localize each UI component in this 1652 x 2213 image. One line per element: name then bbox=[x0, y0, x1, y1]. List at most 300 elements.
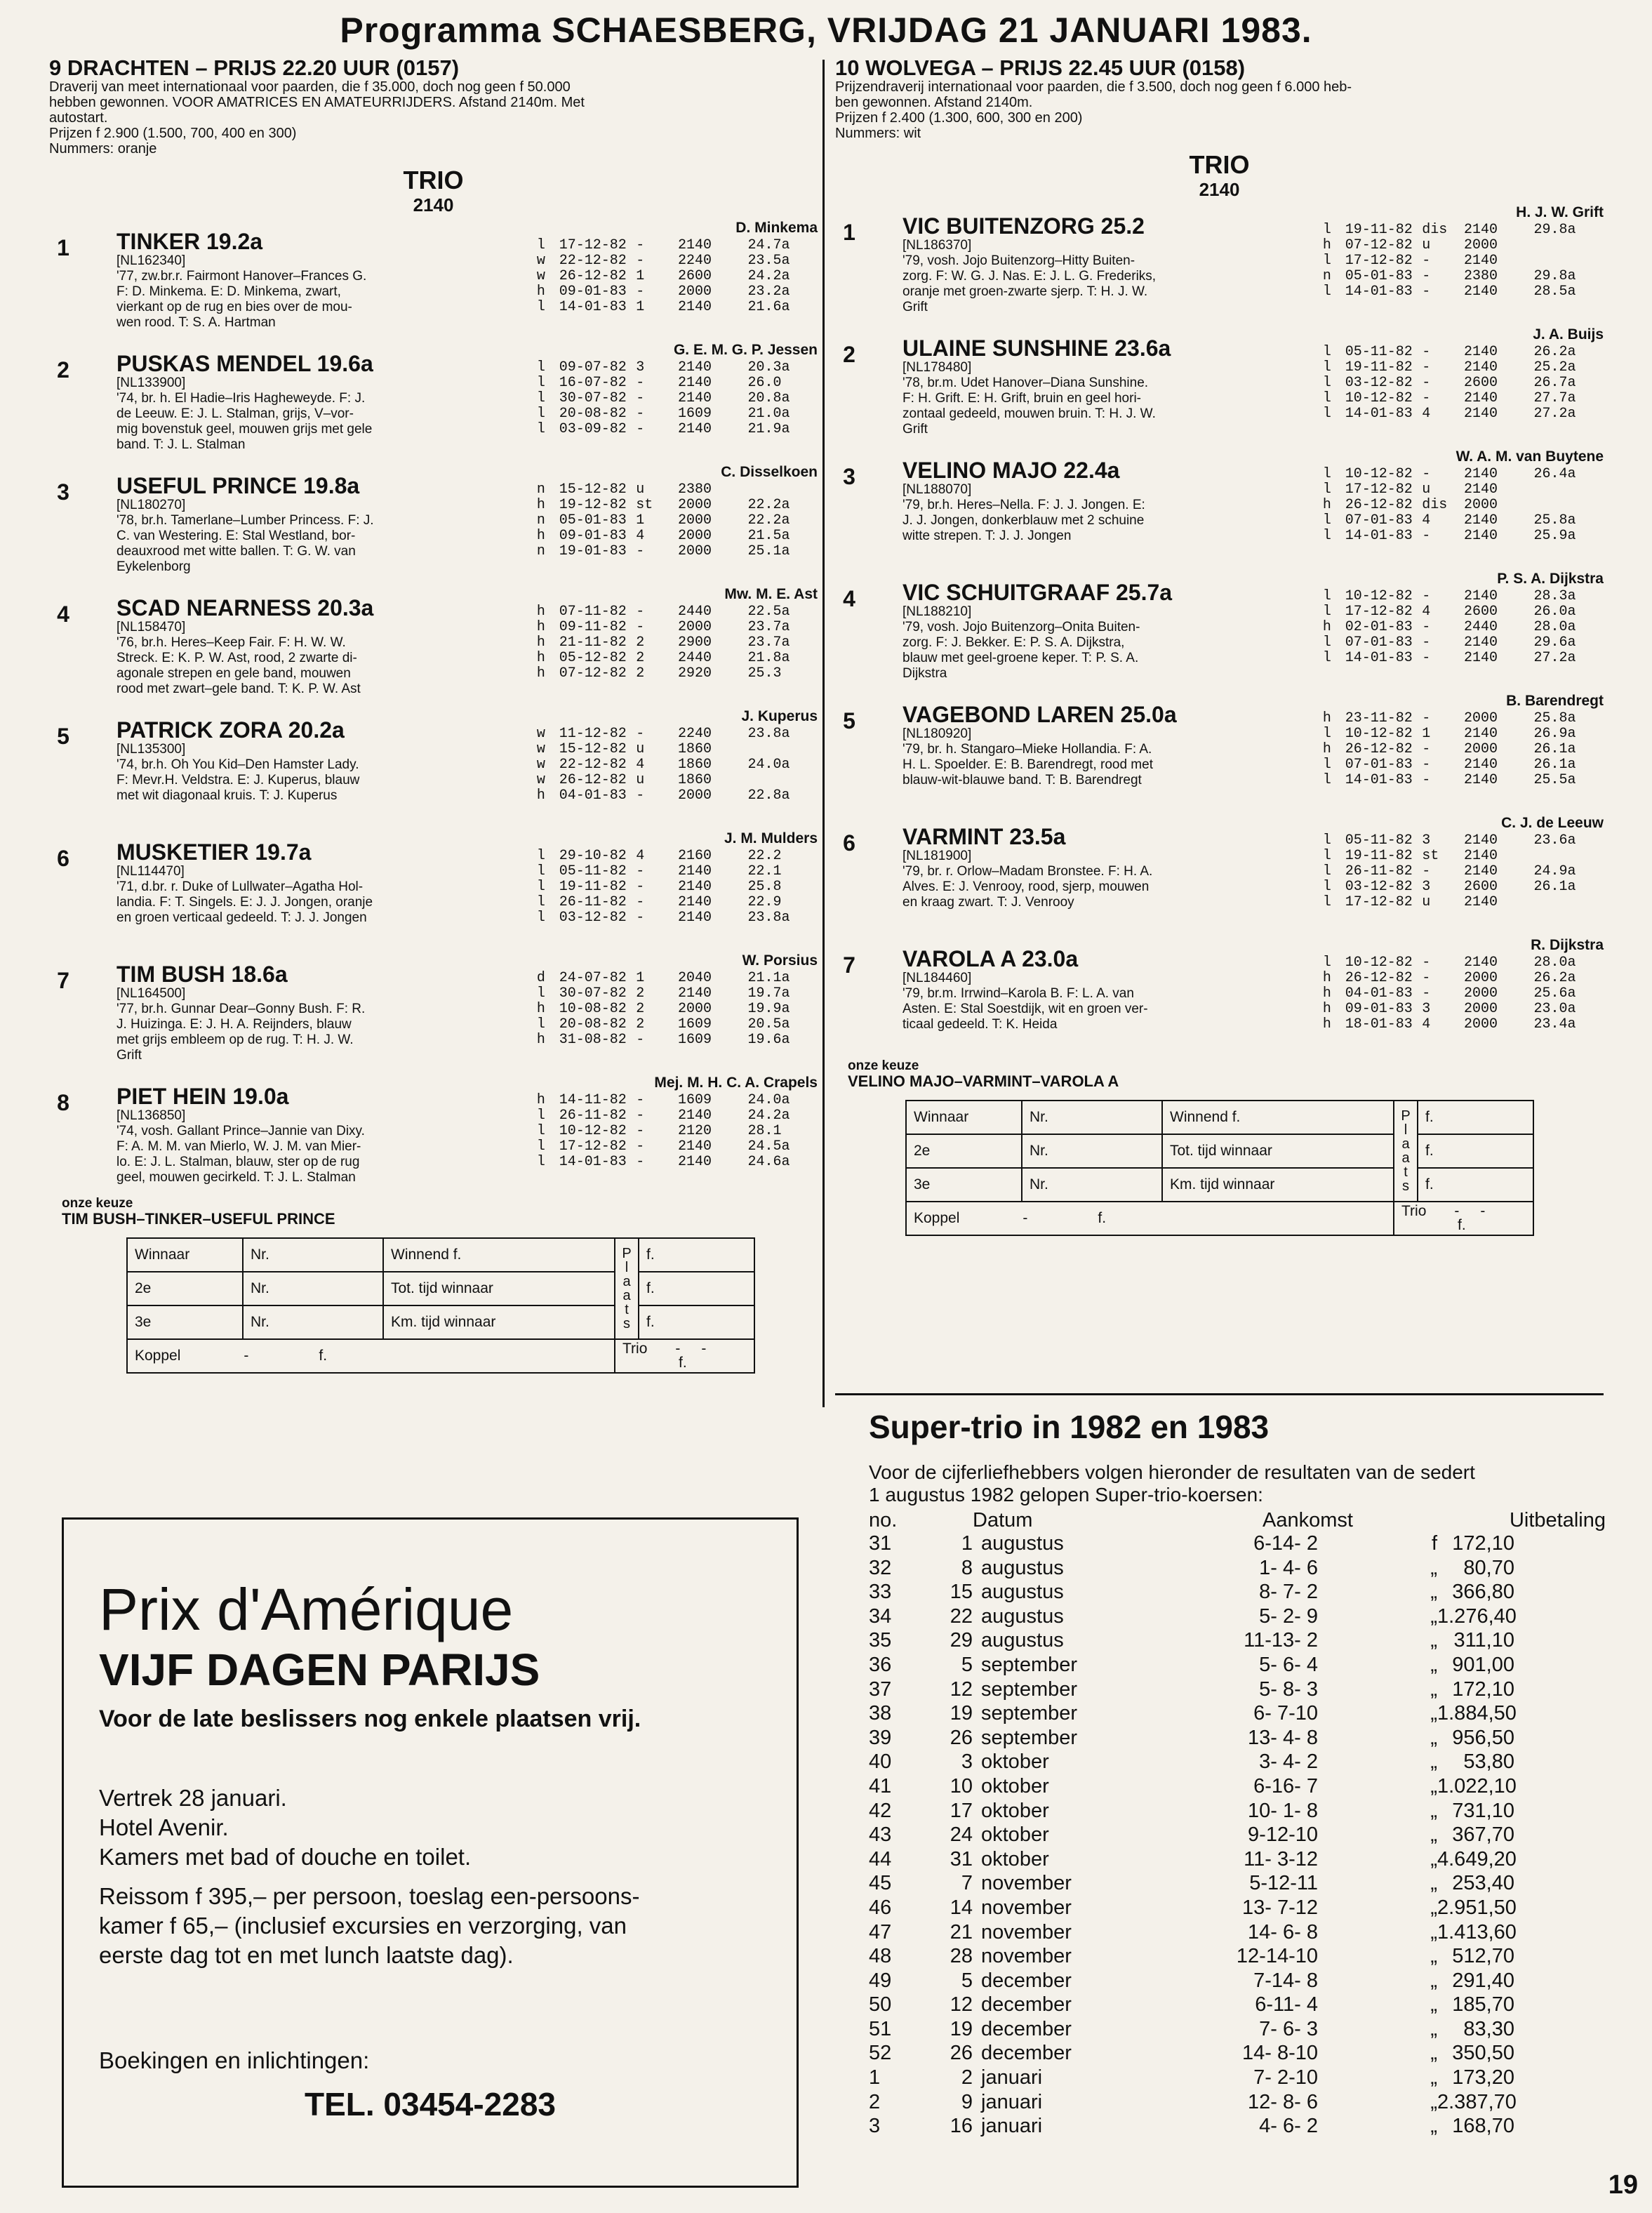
supertrio-row bbox=[869, 1653, 1606, 1677]
day: 29 bbox=[950, 1629, 973, 1652]
pick-label: onze keuze bbox=[62, 1196, 133, 1211]
recent-runs bbox=[523, 726, 818, 804]
track-code: h bbox=[536, 1032, 545, 1048]
run-place: 4 bbox=[1422, 406, 1431, 422]
run-distance: 1609 bbox=[677, 1032, 712, 1048]
race-no: 34 bbox=[869, 1604, 892, 1628]
run-time: 21.8a bbox=[747, 650, 790, 666]
arrival: 5-12-11 bbox=[1249, 1872, 1318, 1895]
horse-number: 4 bbox=[843, 586, 855, 611]
trainer-name: Mw. M. E. Ast bbox=[724, 586, 818, 602]
f-label: f. bbox=[679, 1355, 687, 1371]
run-row bbox=[523, 300, 818, 315]
distance: 2140 bbox=[1199, 179, 1240, 200]
horse-entry bbox=[835, 204, 1604, 326]
track-code: l bbox=[536, 863, 545, 879]
run-distance: 2000 bbox=[677, 543, 712, 559]
currency: „ bbox=[1430, 1750, 1437, 1774]
run-distance: 2140 bbox=[677, 299, 712, 315]
run-time bbox=[747, 482, 818, 498]
run-distance: 2240 bbox=[677, 253, 712, 269]
run-row bbox=[523, 360, 818, 376]
currency: „ bbox=[1430, 1653, 1437, 1676]
horse-name: PUSKAS MENDEL 19.6a bbox=[116, 351, 373, 376]
run-distance: 2140 bbox=[1463, 466, 1498, 482]
horse-info-line: deauxrood met witte ballen. T: G. W. van bbox=[116, 544, 356, 559]
currency: „ bbox=[1430, 1993, 1437, 2016]
race-no: 37 bbox=[869, 1677, 892, 1701]
track-code: l bbox=[536, 1108, 545, 1124]
run-place: - bbox=[636, 375, 645, 391]
form-row bbox=[906, 1168, 1533, 1202]
currency: „ bbox=[1430, 1726, 1437, 1749]
run-date: 26-12-82 bbox=[559, 268, 627, 284]
run-distance: 2140 bbox=[1463, 848, 1498, 864]
track-code: w bbox=[536, 726, 545, 742]
our-pick: VELINO MAJO–VARMINT–VAROLA A bbox=[848, 1072, 1119, 1090]
nr-label: Nr. bbox=[1022, 1168, 1162, 1202]
run-row bbox=[523, 788, 818, 804]
run-distance: 2380 bbox=[677, 481, 712, 498]
description-line: Draverij van meet internationaal voor paarden, die f 35.000, doch nog geen f 50.000 bbox=[49, 79, 571, 95]
run-time bbox=[1533, 849, 1604, 864]
horse-details bbox=[902, 580, 1317, 682]
ad-telephone: TEL. 03454-2283 bbox=[304, 2086, 556, 2122]
run-row bbox=[523, 238, 818, 253]
race-no: 38 bbox=[869, 1702, 892, 1725]
run-distance: 2140 bbox=[677, 1138, 712, 1155]
horse-info-line: '79, br. h. Stangaro–Mieke Hollandia. F: A. bbox=[902, 742, 1152, 757]
horse-details bbox=[116, 596, 531, 697]
currency: „ bbox=[1430, 1896, 1437, 1919]
run-time: 27.2a bbox=[1533, 650, 1576, 666]
dash: - bbox=[701, 1341, 707, 1357]
horse-details bbox=[902, 336, 1317, 437]
run-place: u bbox=[636, 772, 645, 788]
run-date: 20-08-82 bbox=[559, 1016, 627, 1032]
run-distance: 2000 bbox=[677, 512, 712, 529]
race-no: 1 bbox=[869, 2066, 881, 2089]
horse-info-line: [NL180920] bbox=[902, 726, 972, 741]
run-date: 19-11-82 bbox=[1345, 848, 1413, 864]
horse-entry bbox=[49, 952, 818, 1075]
ad-note: Voor de late beslissers nog enkele plaatsen vrij. bbox=[99, 1706, 641, 1732]
run-distance: 2000 bbox=[1463, 237, 1498, 253]
horse-info-line: '71, d.br. r. Duke of Lullwater–Agatha Hol- bbox=[116, 879, 364, 894]
run-distance: 2140 bbox=[1463, 634, 1498, 651]
currency: „ bbox=[1430, 1677, 1437, 1701]
trainer-name: C. J. de Leeuw bbox=[1501, 815, 1604, 831]
dash: - bbox=[244, 1348, 249, 1364]
horse-info-line: Grift bbox=[116, 1048, 142, 1063]
run-row bbox=[1309, 406, 1604, 422]
run-row bbox=[523, 1002, 818, 1017]
horse-number: 1 bbox=[843, 220, 855, 245]
run-place: - bbox=[636, 863, 645, 879]
day: 22 bbox=[950, 1604, 973, 1628]
tot-tijd-label: Tot. tijd winnaar bbox=[383, 1272, 615, 1305]
run-time: 27.2a bbox=[1533, 406, 1576, 422]
run-row bbox=[523, 651, 818, 666]
month: oktober bbox=[981, 1774, 1049, 1797]
run-time: 23.7a bbox=[747, 634, 790, 651]
section-divider bbox=[835, 1393, 1604, 1395]
month: november bbox=[981, 1945, 1072, 1968]
dash: - bbox=[1480, 1203, 1486, 1219]
horse-name: VARMINT 23.5a bbox=[902, 824, 1066, 849]
run-place: u bbox=[636, 741, 645, 757]
koppel-cell bbox=[906, 1202, 1394, 1235]
ad-line: Kamers met bad of douche en toilet. bbox=[99, 1844, 472, 1870]
f-label: f. bbox=[319, 1348, 328, 1364]
run-place: 1 bbox=[1422, 726, 1431, 742]
track-code: h bbox=[536, 650, 545, 666]
horse-name: TIM BUSH 18.6a bbox=[116, 962, 288, 987]
run-distance: 2140 bbox=[1463, 344, 1498, 360]
run-place: - bbox=[1422, 268, 1431, 284]
month: december bbox=[981, 2017, 1072, 2040]
horse-info-line: witte strepen. T: J. J. Jongen bbox=[902, 529, 1072, 543]
run-place: - bbox=[1422, 344, 1431, 360]
race-no: 45 bbox=[869, 1872, 892, 1895]
track-code: l bbox=[1322, 375, 1331, 391]
run-date: 22-12-82 bbox=[559, 757, 627, 773]
race-no: 47 bbox=[869, 1920, 892, 1943]
run-row bbox=[523, 269, 818, 284]
run-date: 04-01-83 bbox=[559, 787, 627, 804]
horse-info-line: '79, vosh. Jojo Buitenzorg–Onita Buiten- bbox=[902, 620, 1140, 634]
run-place: - bbox=[1422, 650, 1431, 666]
run-time bbox=[1533, 238, 1604, 253]
run-row bbox=[1309, 529, 1604, 544]
run-time: 21.9a bbox=[747, 421, 790, 437]
track-code: l bbox=[1322, 757, 1331, 773]
run-row bbox=[1309, 711, 1604, 726]
run-time: 24.0a bbox=[747, 1092, 790, 1108]
plaats-letter: P bbox=[622, 1246, 632, 1261]
payout: 53,80 bbox=[1463, 1750, 1514, 1774]
run-row bbox=[523, 1017, 818, 1032]
arrival: 13- 4- 8 bbox=[1248, 1726, 1318, 1749]
horse-entry bbox=[49, 830, 818, 952]
run-date: 07-11-82 bbox=[559, 604, 627, 620]
horse-number: 4 bbox=[57, 602, 69, 627]
plaats-letter: l bbox=[1404, 1122, 1408, 1138]
run-time: 29.8a bbox=[1533, 268, 1576, 284]
track-code: h bbox=[536, 284, 545, 300]
day: 2 bbox=[961, 2066, 973, 2089]
run-time: 21.0a bbox=[747, 406, 790, 422]
track-code: l bbox=[536, 390, 545, 406]
month: september bbox=[981, 1653, 1078, 1676]
month: september bbox=[981, 1677, 1078, 1701]
run-row bbox=[1309, 482, 1604, 498]
run-place: 3 bbox=[1422, 879, 1431, 895]
run-date: 07-01-83 bbox=[1345, 512, 1413, 529]
track-code: n bbox=[536, 512, 545, 529]
run-date: 29-10-82 bbox=[559, 848, 627, 864]
horse-info-line: '78, br.m. Udet Hanover–Diana Sunshine. bbox=[902, 376, 1149, 390]
winnend-label: Winnend f. bbox=[383, 1238, 615, 1272]
run-distance: 2140 bbox=[1463, 757, 1498, 773]
month: augustus bbox=[981, 1556, 1064, 1579]
horse-info-line: '77, zw.br.r. Fairmont Hanover–Frances G. bbox=[116, 269, 367, 284]
supertrio-row bbox=[869, 1871, 1606, 1896]
run-distance: 1860 bbox=[677, 757, 712, 773]
run-row bbox=[1309, 467, 1604, 482]
arrival: 9-12-10 bbox=[1248, 1823, 1318, 1847]
track-code: l bbox=[1322, 344, 1331, 360]
arrival: 11-13- 2 bbox=[1244, 1629, 1318, 1652]
run-time: 24.7a bbox=[747, 237, 790, 253]
track-code: l bbox=[536, 375, 545, 391]
run-distance: 2140 bbox=[1463, 955, 1498, 971]
horse-details bbox=[116, 840, 531, 926]
recent-runs bbox=[523, 604, 818, 682]
day: 5 bbox=[961, 1969, 973, 1992]
track-code: h bbox=[536, 665, 545, 682]
horse-info-line: [NL178480] bbox=[902, 360, 972, 375]
run-date: 21-11-82 bbox=[559, 634, 627, 651]
run-date: 09-01-83 bbox=[559, 284, 627, 300]
trainer-name: D. Minkema bbox=[735, 220, 818, 236]
track-code: l bbox=[1322, 772, 1331, 788]
run-date: 09-07-82 bbox=[559, 359, 627, 376]
recent-runs bbox=[1309, 833, 1604, 910]
track-code: l bbox=[536, 237, 545, 253]
horse-info-line: J. J. Jongen, donkerblauw met 2 schuine bbox=[902, 513, 1145, 528]
run-date: 07-12-82 bbox=[1345, 237, 1413, 253]
horse-info-line: [NL181900] bbox=[902, 849, 972, 863]
run-row bbox=[1309, 726, 1604, 742]
trio-cell bbox=[1394, 1202, 1533, 1235]
run-time: 24.2a bbox=[747, 268, 790, 284]
track-code: h bbox=[536, 787, 545, 804]
run-row bbox=[523, 864, 818, 879]
horse-entry bbox=[835, 326, 1604, 448]
trainer-name: P. S. A. Dijkstra bbox=[1497, 571, 1604, 587]
recent-runs bbox=[523, 849, 818, 926]
race-no: 48 bbox=[869, 1945, 892, 1968]
run-row bbox=[1309, 376, 1604, 391]
currency: „ bbox=[1430, 1629, 1437, 1652]
run-distance: 1609 bbox=[677, 1016, 712, 1032]
month: januari bbox=[981, 2115, 1043, 2138]
horse-details bbox=[116, 718, 531, 804]
f-label: f. bbox=[639, 1272, 754, 1305]
run-distance: 2140 bbox=[1463, 650, 1498, 666]
race-no: 35 bbox=[869, 1629, 892, 1652]
run-row bbox=[1309, 360, 1604, 376]
horse-info-line: [NL135300] bbox=[116, 742, 186, 757]
month: september bbox=[981, 1702, 1078, 1725]
month: oktober bbox=[981, 1750, 1049, 1774]
payout: 1.276,40 bbox=[1437, 1604, 1517, 1628]
description-line: Nummers: wit bbox=[835, 126, 921, 141]
track-code: l bbox=[1322, 832, 1331, 849]
run-row bbox=[523, 666, 818, 682]
our-pick: TIM BUSH–TINKER–USEFUL PRINCE bbox=[62, 1210, 335, 1228]
horse-entry bbox=[49, 342, 818, 464]
run-date: 31-08-82 bbox=[559, 1032, 627, 1048]
run-time: 26.7a bbox=[1533, 375, 1576, 391]
arrival: 8- 7- 2 bbox=[1259, 1581, 1318, 1604]
run-time: 23.6a bbox=[1533, 832, 1576, 849]
run-distance: 1609 bbox=[677, 1092, 712, 1108]
run-row bbox=[523, 513, 818, 529]
run-date: 16-07-82 bbox=[559, 375, 627, 391]
run-place: 4 bbox=[636, 848, 645, 864]
run-row bbox=[523, 604, 818, 620]
run-row bbox=[523, 498, 818, 513]
horse-number: 8 bbox=[57, 1090, 69, 1115]
track-code: h bbox=[536, 1092, 545, 1108]
track-code: l bbox=[1322, 253, 1331, 269]
arrival: 5- 6- 4 bbox=[1259, 1653, 1318, 1676]
payout: 512,70 bbox=[1452, 1945, 1514, 1968]
horse-name: ULAINE SUNSHINE 23.6a bbox=[902, 335, 1171, 361]
recent-runs bbox=[523, 1093, 818, 1170]
run-place: - bbox=[636, 910, 645, 926]
run-date: 07-01-83 bbox=[1345, 757, 1413, 773]
run-time: 23.7a bbox=[747, 619, 790, 635]
run-place: 2 bbox=[636, 1016, 645, 1032]
run-time: 24.6a bbox=[747, 1154, 790, 1170]
horse-name: VAGEBOND LAREN 25.0a bbox=[902, 702, 1177, 727]
horse-info-line: Grift bbox=[902, 422, 928, 437]
recent-runs bbox=[1309, 222, 1604, 300]
horse-info-line: '77, br.h. Gunnar Dear–Gonny Bush. F: R. bbox=[116, 1002, 366, 1016]
horse-info-line: geel, mouwen gecirkeld. T: J. L. Stalman bbox=[116, 1170, 356, 1185]
track-code: h bbox=[1322, 1001, 1331, 1017]
track-code: l bbox=[1322, 588, 1331, 604]
run-row bbox=[1309, 222, 1604, 238]
run-place: 3 bbox=[1422, 832, 1431, 849]
payout: 291,40 bbox=[1452, 1969, 1514, 1992]
run-row bbox=[1309, 513, 1604, 529]
run-date: 23-11-82 bbox=[1345, 710, 1413, 726]
run-time: 21.1a bbox=[747, 970, 790, 986]
run-time: 28.0a bbox=[1533, 955, 1576, 971]
track-code: l bbox=[536, 1154, 545, 1170]
dash: - bbox=[1454, 1203, 1460, 1219]
run-row bbox=[523, 879, 818, 895]
f-label: f. bbox=[639, 1238, 754, 1272]
currency: „ bbox=[1430, 1872, 1437, 1895]
arrival: 13- 7-12 bbox=[1241, 1896, 1318, 1919]
track-code: l bbox=[1322, 604, 1331, 620]
run-date: 09-11-82 bbox=[559, 619, 627, 635]
horse-name: PATRICK ZORA 20.2a bbox=[116, 717, 345, 743]
track-code: l bbox=[1322, 634, 1331, 651]
month: september bbox=[981, 1726, 1078, 1749]
run-time: 25.8a bbox=[1533, 512, 1576, 529]
horse-info-line: '79, br.m. Irrwind–Karola B. F: L. A. van bbox=[902, 986, 1134, 1001]
run-date: 10-12-82 bbox=[1345, 390, 1413, 406]
run-place: u bbox=[1422, 237, 1431, 253]
trainer-name: J. M. Mulders bbox=[724, 830, 818, 846]
horse-info-line: [NL133900] bbox=[116, 376, 186, 390]
run-time: 27.7a bbox=[1533, 390, 1576, 406]
run-time: 23.2a bbox=[747, 284, 790, 300]
run-date: 19-12-82 bbox=[559, 497, 627, 513]
run-time: 26.4a bbox=[1533, 466, 1576, 482]
run-distance: 2140 bbox=[677, 1108, 712, 1124]
horse-info-line: Dijkstra bbox=[902, 666, 947, 681]
run-date: 09-01-83 bbox=[559, 528, 627, 544]
month: november bbox=[981, 1872, 1072, 1895]
description-line: ben gewonnen. Afstand 2140m. bbox=[835, 95, 1033, 110]
run-time: 22.5a bbox=[747, 604, 790, 620]
horse-info-line: lo. E: J. L. Stalman, blauw, ster op de rug bbox=[116, 1155, 360, 1169]
run-place: - bbox=[636, 619, 645, 635]
run-distance: 2600 bbox=[1463, 604, 1498, 620]
recent-runs bbox=[1309, 711, 1604, 788]
track-code: n bbox=[536, 481, 545, 498]
run-row bbox=[1309, 269, 1604, 284]
run-row bbox=[523, 1139, 818, 1155]
description-line: Prijzen f 2.900 (1.500, 700, 400 en 300) bbox=[49, 126, 297, 141]
run-place: - bbox=[636, 1123, 645, 1139]
horse-entry bbox=[49, 220, 818, 342]
run-time: 21.5a bbox=[747, 528, 790, 544]
run-date: 14-11-82 bbox=[559, 1092, 627, 1108]
run-place: u bbox=[636, 481, 645, 498]
race-no: 51 bbox=[869, 2017, 892, 2040]
run-row bbox=[1309, 742, 1604, 757]
horse-name: MUSKETIER 19.7a bbox=[116, 839, 312, 865]
f-label: f. bbox=[639, 1305, 754, 1339]
day: 10 bbox=[950, 1774, 973, 1797]
ad-line: Hotel Avenir. bbox=[99, 1814, 229, 1840]
winnaar-label: Winnaar bbox=[906, 1101, 1022, 1134]
horse-entry bbox=[835, 937, 1604, 1059]
run-distance: 2120 bbox=[677, 1123, 712, 1139]
run-place: - bbox=[1422, 863, 1431, 879]
run-distance: 1860 bbox=[677, 772, 712, 788]
horse-info-line: [NL162340] bbox=[116, 253, 186, 268]
run-distance: 2140 bbox=[1463, 253, 1498, 269]
run-row bbox=[523, 726, 818, 742]
trainer-name: C. Disselkoen bbox=[721, 464, 818, 480]
second-label: 2e bbox=[127, 1272, 243, 1305]
arrival: 5- 2- 9 bbox=[1259, 1604, 1318, 1628]
run-time: 24.2a bbox=[747, 1108, 790, 1124]
run-date: 10-12-82 bbox=[1345, 466, 1413, 482]
run-place: - bbox=[1422, 466, 1431, 482]
run-time: 21.6a bbox=[747, 299, 790, 315]
arrival: 14- 8-10 bbox=[1241, 2042, 1318, 2065]
run-row bbox=[523, 482, 818, 498]
f-label: f. bbox=[1458, 1217, 1466, 1233]
track-code: l bbox=[1322, 955, 1331, 971]
plaats-letter: l bbox=[625, 1260, 629, 1275]
currency: „ bbox=[1430, 1702, 1437, 1725]
run-row bbox=[523, 406, 818, 422]
horse-entry bbox=[49, 708, 818, 830]
month: december bbox=[981, 1993, 1072, 2016]
run-place: - bbox=[636, 390, 645, 406]
race-no: 39 bbox=[869, 1726, 892, 1749]
run-date: 03-12-82 bbox=[1345, 375, 1413, 391]
payout: 168,70 bbox=[1452, 2115, 1514, 2138]
dash: - bbox=[675, 1341, 681, 1357]
form-row bbox=[127, 1272, 754, 1305]
run-time bbox=[747, 773, 818, 788]
header-no: no. bbox=[869, 1509, 898, 1531]
run-distance: 2140 bbox=[1463, 772, 1498, 788]
run-distance: 2140 bbox=[677, 1154, 712, 1170]
